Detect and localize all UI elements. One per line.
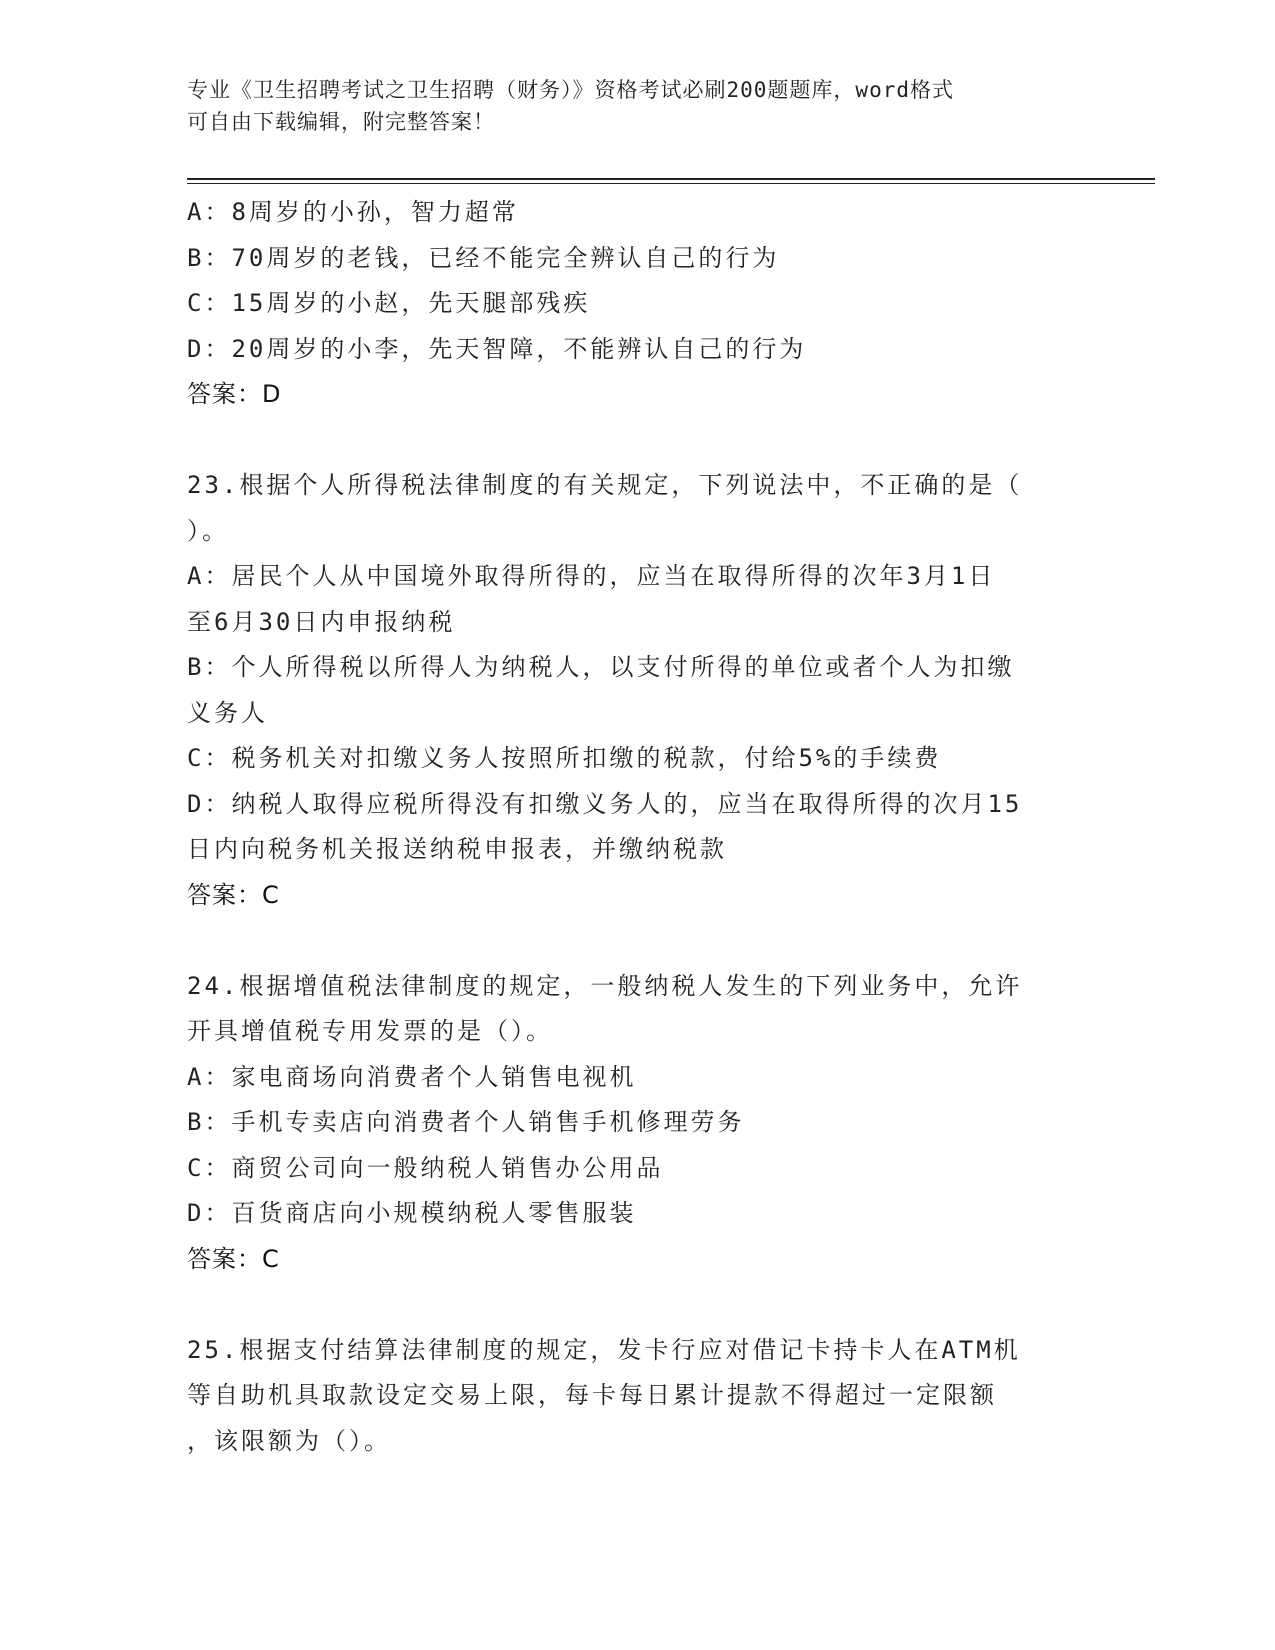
header-line-2: 可自由下载编辑，附完整答案！	[187, 110, 495, 134]
question-24	[187, 964, 1087, 1283]
header-divider-thin	[187, 183, 1155, 184]
option-b: B：个人所得税以所得人为纳税人，以支付所得的单位或者个人为扣缴	[187, 653, 1015, 681]
header-divider-thick	[187, 178, 1155, 180]
option-d: D：百货商店向小规模纳税人零售服装	[187, 1199, 637, 1227]
question-25	[187, 1328, 1087, 1465]
answer: 答案：D	[187, 380, 282, 408]
option-d-continued: 日内向税务机关报送纳税申报表，并缴纳税款	[187, 835, 727, 863]
option-a: A：家电商场向消费者个人销售电视机	[187, 1062, 637, 1091]
option-a: A：8周岁的小孙，智力超常	[187, 198, 519, 226]
question-list	[187, 190, 1087, 1464]
question-gap	[187, 418, 1087, 464]
option-a-continued: 至6月30日内申报纳税	[187, 607, 456, 636]
question-22	[187, 190, 1087, 418]
question-23	[187, 463, 1087, 918]
option-a: A：居民个人从中国境外取得所得的，应当在取得所得的次年3月1日	[187, 562, 996, 590]
answer: 答案：C	[187, 1244, 280, 1273]
question-stem: 23.根据个人所得税法律制度的有关规定，下列说法中，不正确的是（	[187, 471, 1023, 499]
option-c: C：商贸公司向一般纳税人销售办公用品	[187, 1153, 664, 1182]
answer: 答案：C	[187, 880, 280, 909]
question-stem: 开具增值税专用发票的是（）。	[187, 1017, 553, 1045]
header-line-1: 专业《卫生招聘考试之卫生招聘（财务）》资格考试必刷200题题库，word格式	[187, 78, 954, 102]
option-b-continued: 义务人	[187, 698, 268, 727]
option-c: C：税务机关对扣缴义务人按照所扣缴的税款，付给5%的手续费	[187, 744, 942, 772]
question-stem: 25.根据支付结算法律制度的规定，发卡行应对借记卡持卡人在ATM机	[187, 1335, 1021, 1364]
question-gap	[187, 918, 1087, 964]
option-b: B：手机专卖店向消费者个人销售手机修理劳务	[187, 1108, 745, 1136]
option-d: D：纳税人取得应税所得没有扣缴义务人的，应当在取得所得的次月15	[187, 789, 1023, 818]
question-stem: 等自助机具取款设定交易上限，每卡每日累计提款不得超过一定限额	[187, 1381, 997, 1409]
question-stem: ，该限额为（）。	[187, 1426, 391, 1455]
option-d: D：20周岁的小李，先天智障，不能辨认自己的行为	[187, 334, 807, 363]
question-stem: 24.根据增值税法律制度的规定，一般纳税人发生的下列业务中，允许	[187, 971, 1023, 1000]
document-header	[187, 74, 1087, 138]
question-stem: ）。	[187, 516, 229, 545]
option-c: C：15周岁的小赵，先天腿部残疾	[187, 289, 591, 317]
option-b: B：70周岁的老钱，已经不能完全辨认自己的行为	[187, 243, 780, 272]
question-gap	[187, 1282, 1087, 1328]
